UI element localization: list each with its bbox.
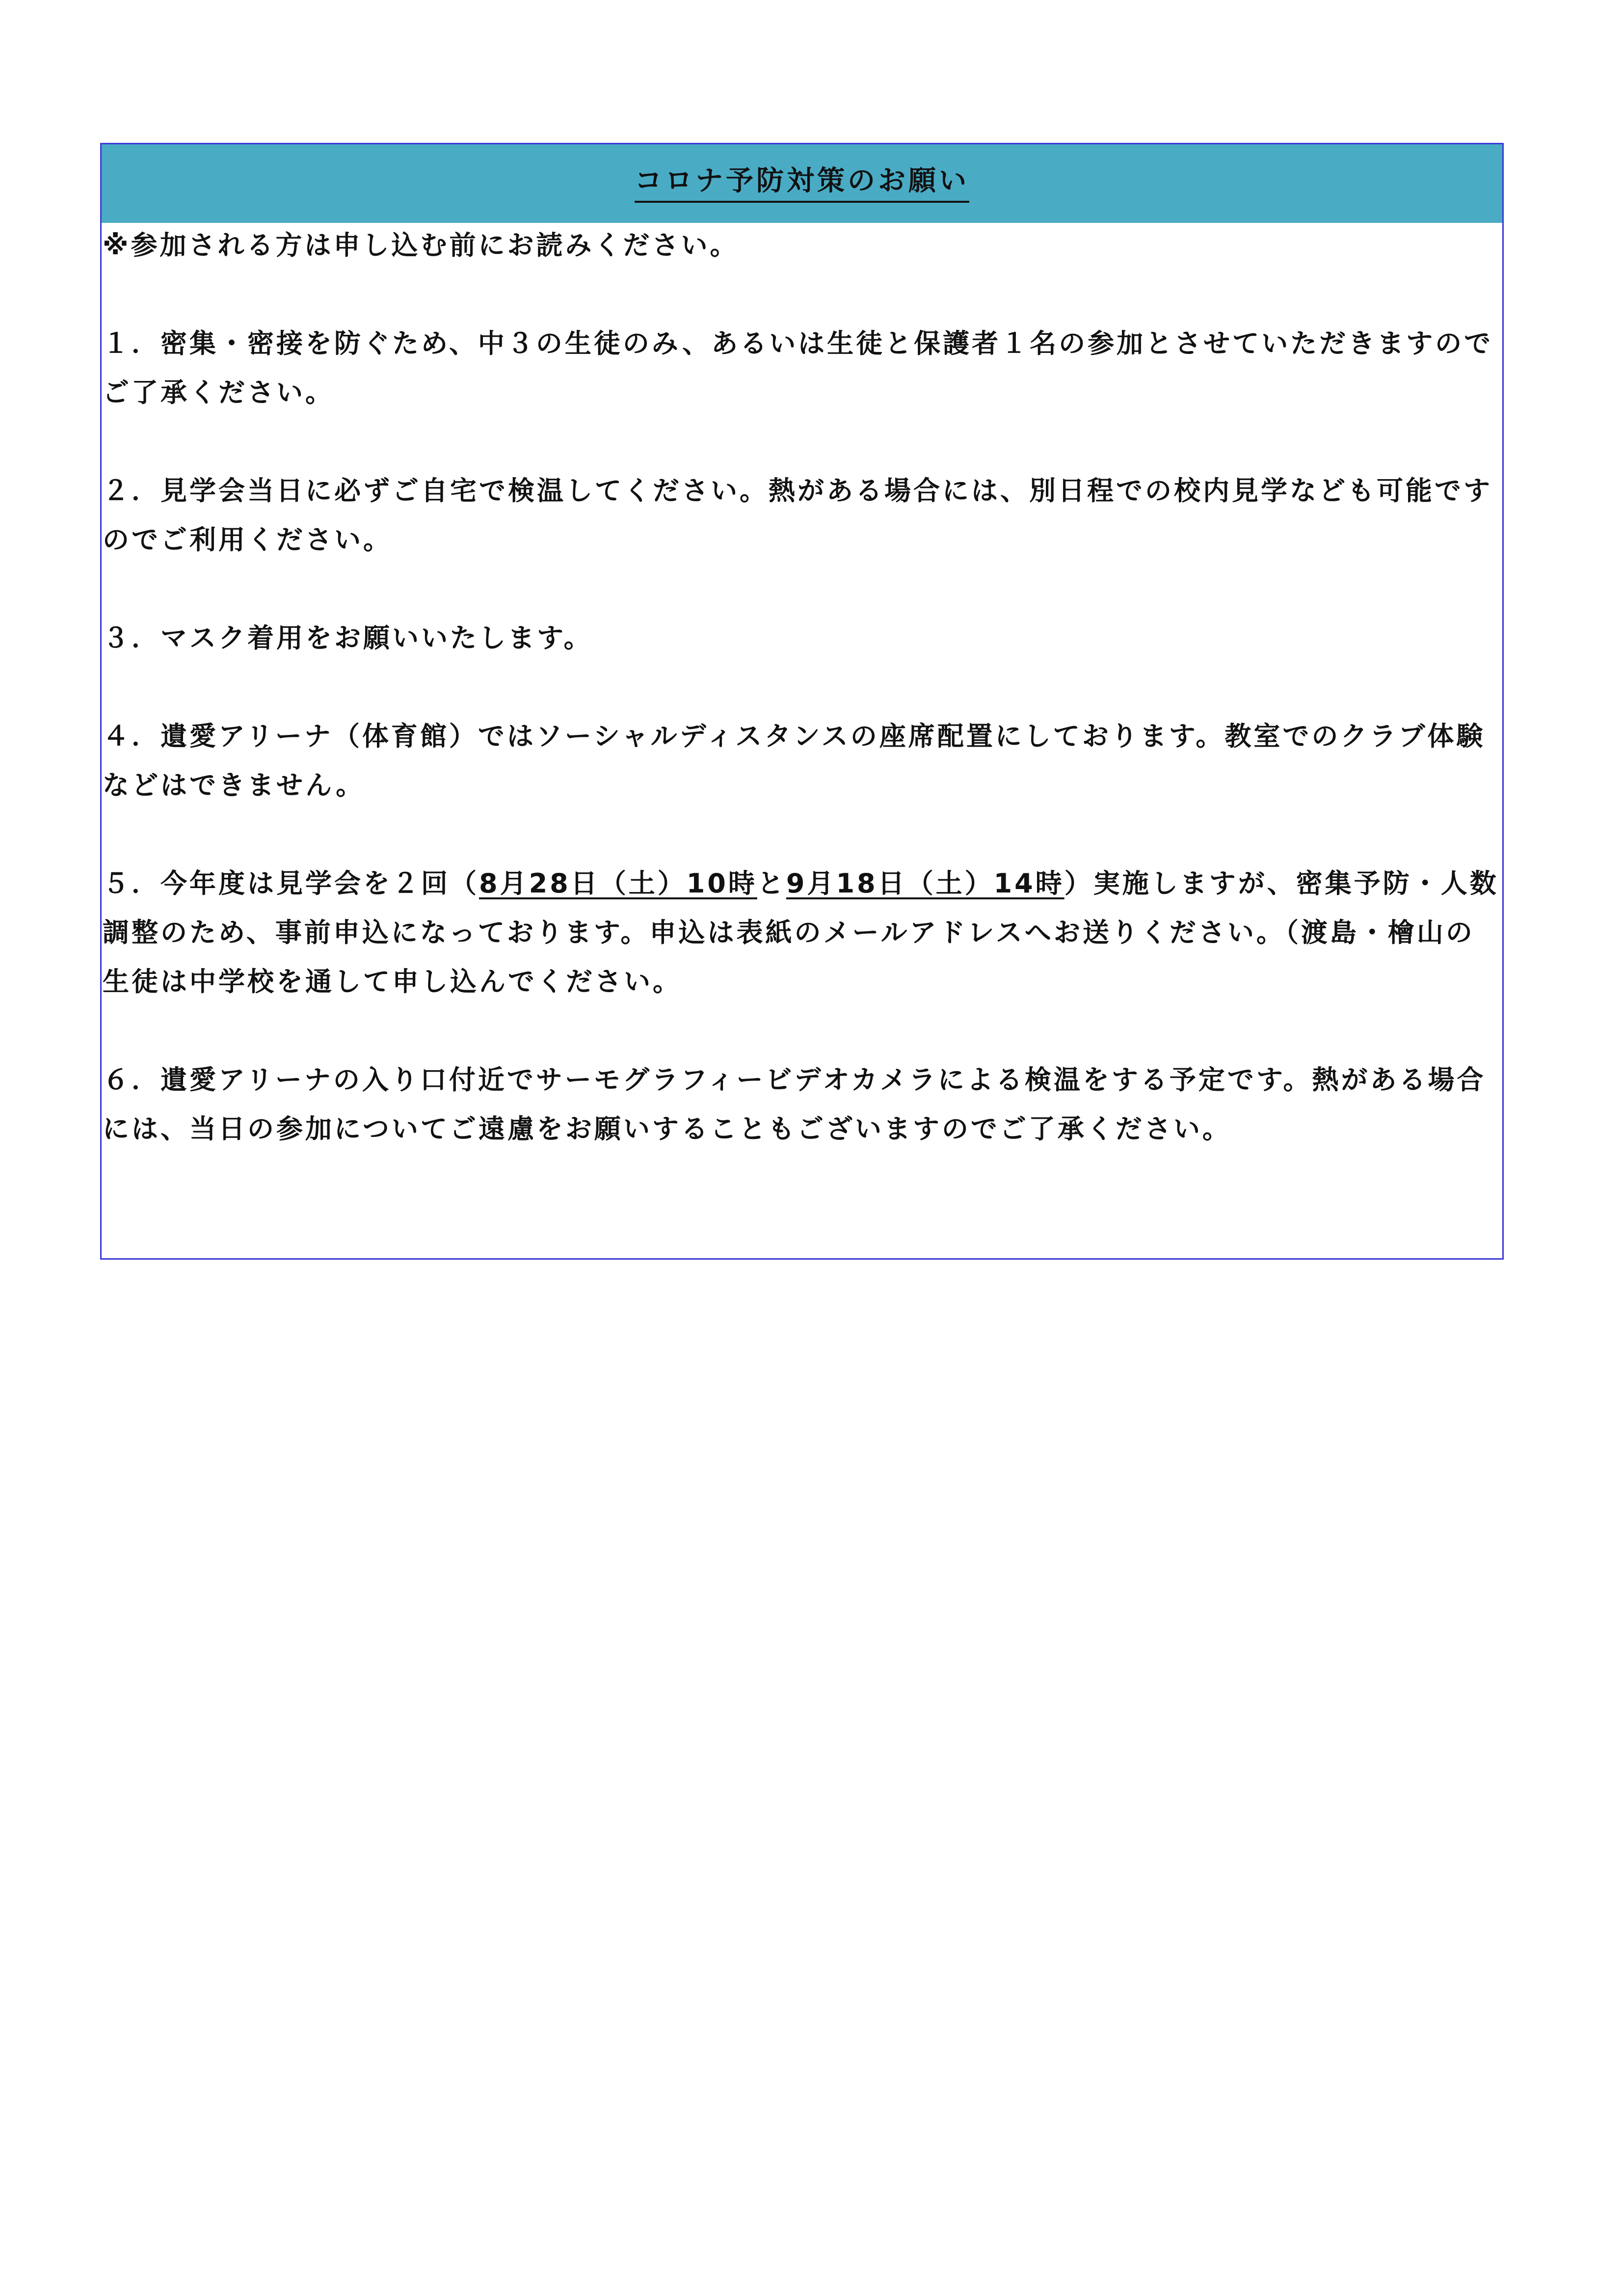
notice-item-4: ４．遺愛アリーナ（体育館）ではソーシャルディスタンスの座席配置にしております。教室でのクラブ体験などはできません。	[103, 721, 1486, 801]
notice-item-2: ２．見学会当日に必ずご自宅で検温してください。熱がある場合には、別日程での校内見学なども可能ですのでご利用ください。	[103, 475, 1492, 555]
notice-item-1: １．密集・密接を防ぐため、中３の生徒のみ、あるいは生徒と保護者１名の参加とさせていただきますのでご了承ください。	[103, 328, 1493, 408]
notice-item-5-middle: と	[757, 868, 786, 899]
notice-title: コロナ予防対策のお願い	[635, 164, 969, 202]
notice-item-3: ３．マスク着用をお願いいたします。	[103, 622, 593, 653]
title-bar	[102, 144, 1502, 223]
notice-item-5-date1: 8月28日（土）10時	[479, 868, 757, 899]
notice-body	[102, 221, 1502, 1154]
notice-box	[100, 143, 1504, 1260]
notice-item-5-date2: 9月18日（土）14時	[786, 868, 1064, 899]
notice-intro: ※参加される方は申し込む前にお読みください。	[103, 230, 739, 261]
notice-item-6: ６．遺愛アリーナの入り口付近でサーモグラフィービデオカメラによる検温をする予定です。熱がある場合には、当日の参加についてご遠慮をお願いすることもございますのでご了承ください。	[103, 1064, 1486, 1144]
notice-item-5-prefix: ５．今年度は見学会を２回（	[103, 868, 479, 899]
notice-item-5	[103, 859, 1501, 1006]
notice-item-5-suffix: ）実施しますが、密集予防・人数調整のため、事前申込になっております。申込は表紙のメールアドレスへお送りください。（渡島・檜山の生徒は中学校を通して申し込んでください。	[103, 868, 1499, 997]
